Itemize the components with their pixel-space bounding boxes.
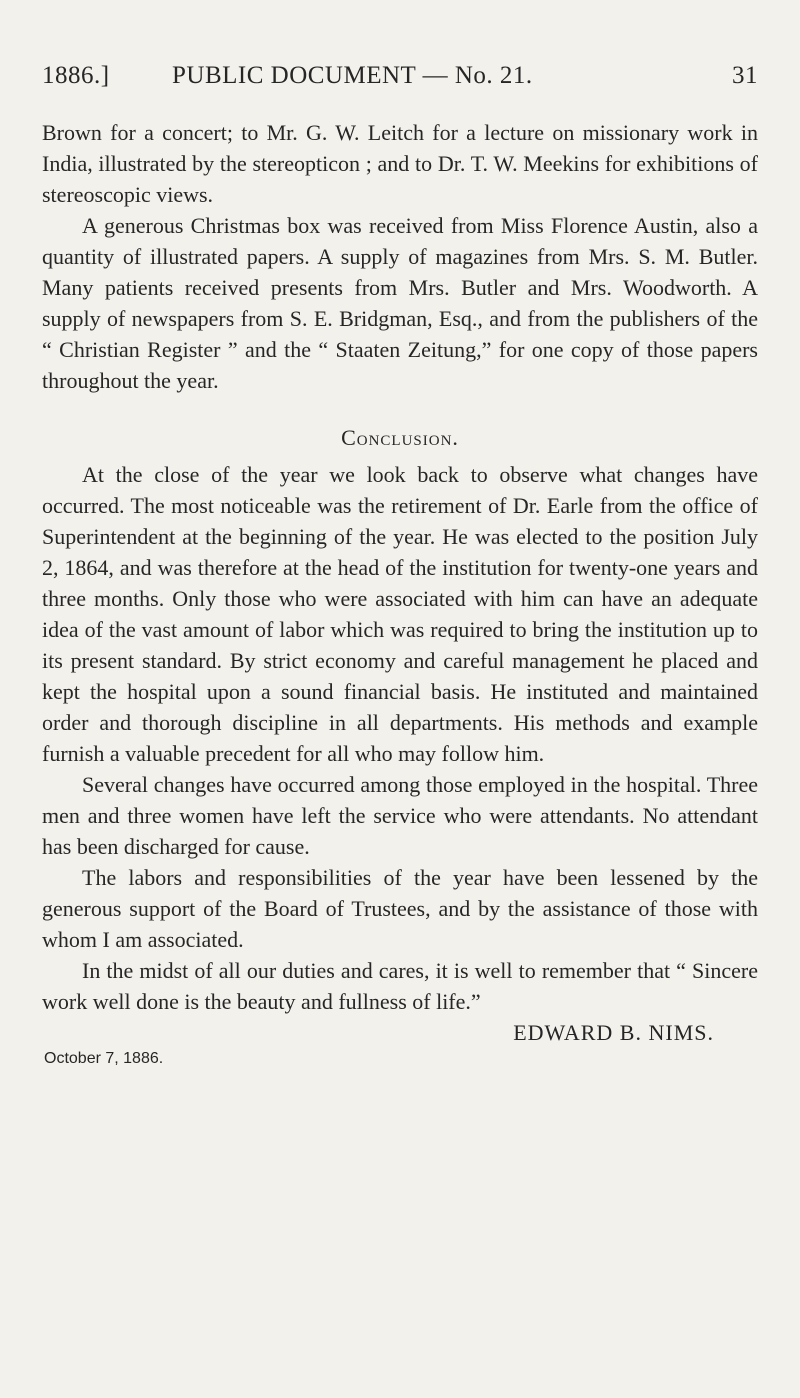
paragraph: At the close of the year we look back to observe what changes have occurred. The most noticeable was the retirement of Dr. Earle from the office of Superintendent at the beginning of the year. He was elected to the position July 2, 1864, and was therefore at the head of the institution for twenty-one years and three months. Only those who were associated with him can have an adequate idea of the vast amount of labor which was required to bring the institution up to its present standard. By strict economy and careful management he placed and kept the hospital upon a sound financial basis. He instituted and maintained order and thorough discipline in all departments. His methods and example furnish a valuable precedent for all who may follow him. [42, 462, 758, 766]
section-heading: Conclusion. [341, 425, 459, 450]
page-number: 31 [732, 62, 758, 89]
signature: EDWARD B. NIMS. [513, 1020, 714, 1045]
body-text [42, 117, 758, 1070]
date-line: October 7, 1886. [44, 1050, 164, 1067]
paragraph: Several changes have occurred among those employed in the hospital. Three men and three women have left the service who were attendants. No attendant has been discharged for cause. [42, 772, 758, 859]
paragraph: In the midst of all our duties and cares, it is well to remember that “ Sincere work well done is the beauty and fullness of life.” [42, 958, 758, 1014]
header-year: 1886.] [42, 62, 110, 89]
running-header [42, 62, 758, 102]
paragraph: A generous Christmas box was received from Miss Florence Austin, also a quantity of illustrated papers. A supply of magazines from Mrs. S. M. Butler. Many patients received presents from Mrs. Butler and Mrs. Woodworth. A supply of newspapers from S. E. Bridgman, Esq., and from the publishers of the “ Christian Register ” and the “ Staaten Zeitung,” for one copy of those papers throughout the year. [42, 213, 758, 393]
header-title: PUBLIC DOCUMENT — No. 21. [172, 62, 533, 89]
paragraph: The labors and responsibilities of the year have been lessened by the generous support of the Board of Trustees, and by the assistance of those with whom I am associated. [42, 865, 758, 952]
paragraph: Brown for a concert; to Mr. G. W. Leitch for a lecture on missionary work in India, illustrated by the stereopticon ; and to Dr. T. W. Meekins for exhibitions of stereoscopic views. [42, 120, 758, 207]
